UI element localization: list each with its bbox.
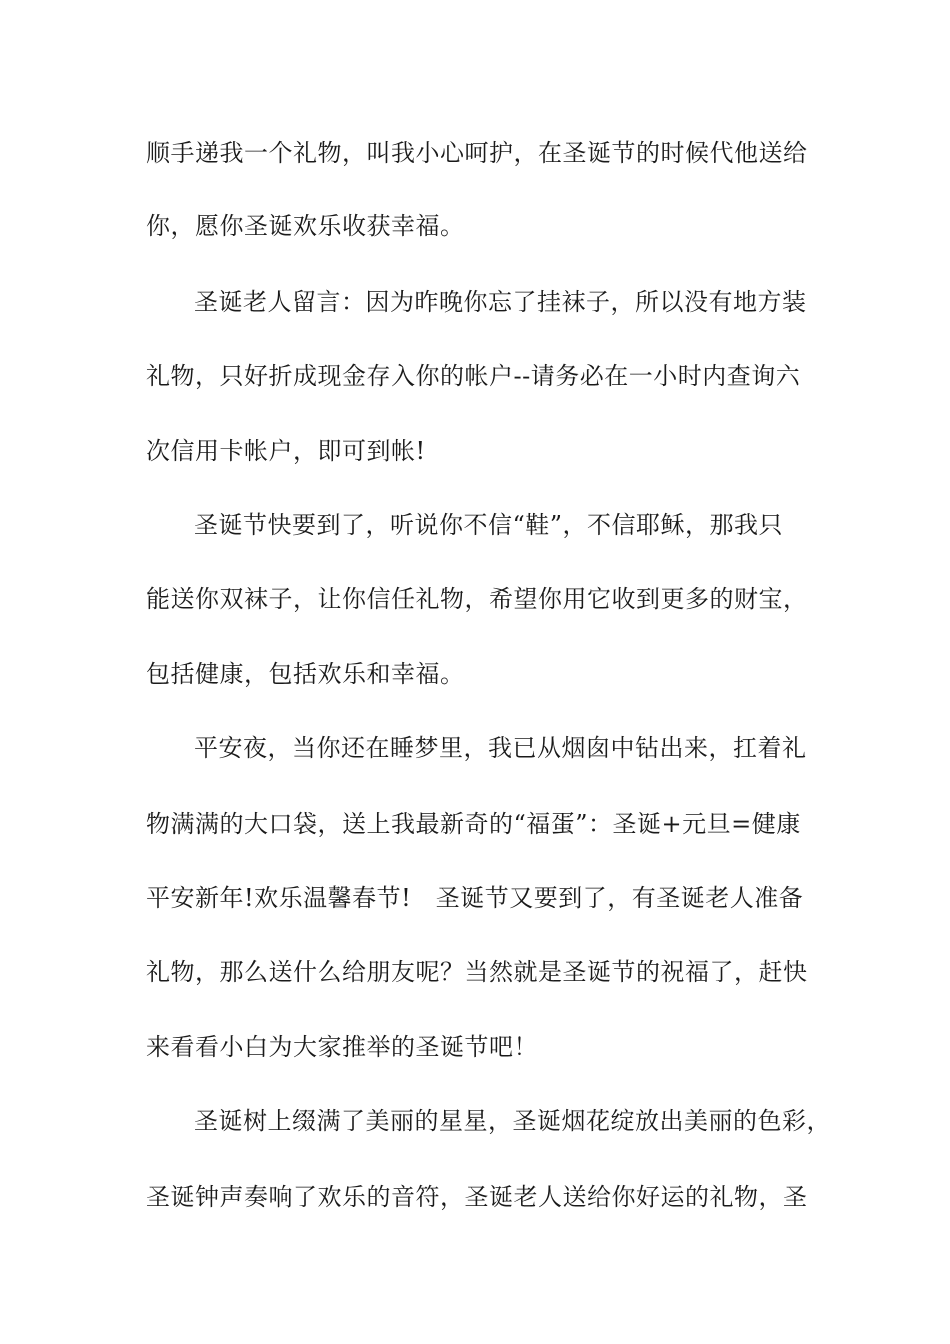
text-line: 物满满的大口袋，送上我最新奇的“福蛋”：圣诞+元旦=健康: [146, 810, 801, 838]
text-line: 礼物，只好折成现金存入你的帐户--请务必在一小时内查询六: [146, 362, 801, 390]
text-line: 能送你双袜子，让你信任礼物，希望你用它收到更多的财宝，: [146, 585, 808, 613]
paragraph-first-line: 平安夜，当你还在睡梦里，我已从烟囱中钻出来，扛着礼: [194, 734, 807, 762]
text-line: 平安新年!欢乐温馨春节! 圣诞节又要到了，有圣诞老人准备: [146, 884, 804, 912]
paragraph-first-line: 圣诞节快要到了，听说你不信“鞋”，不信耶稣，那我只: [194, 511, 784, 539]
text-line: 你，愿你圣诞欢乐收获幸福。: [146, 212, 465, 240]
paragraph-first-line: 圣诞老人留言：因为昨晚你忘了挂袜子，所以没有地方装: [194, 288, 807, 316]
text-line: 圣诞钟声奏响了欢乐的音符，圣诞老人送给你好运的礼物，圣: [146, 1183, 808, 1211]
text-line: 来看看小白为大家推举的圣诞节吧！: [146, 1033, 538, 1061]
text-line: 礼物，那么送什么给朋友呢？当然就是圣诞节的祝福了，赶快: [146, 958, 808, 986]
paragraph-first-line: 圣诞树上缀满了美丽的星星，圣诞烟花绽放出美丽的色彩，: [194, 1107, 831, 1135]
text-line: 次信用卡帐户，即可到帐!: [146, 437, 426, 465]
text-line: 包括健康，包括欢乐和幸福。: [146, 660, 465, 688]
text-line: 顺手递我一个礼物，叫我小心呵护，在圣诞节的时候代他送给: [146, 139, 808, 167]
